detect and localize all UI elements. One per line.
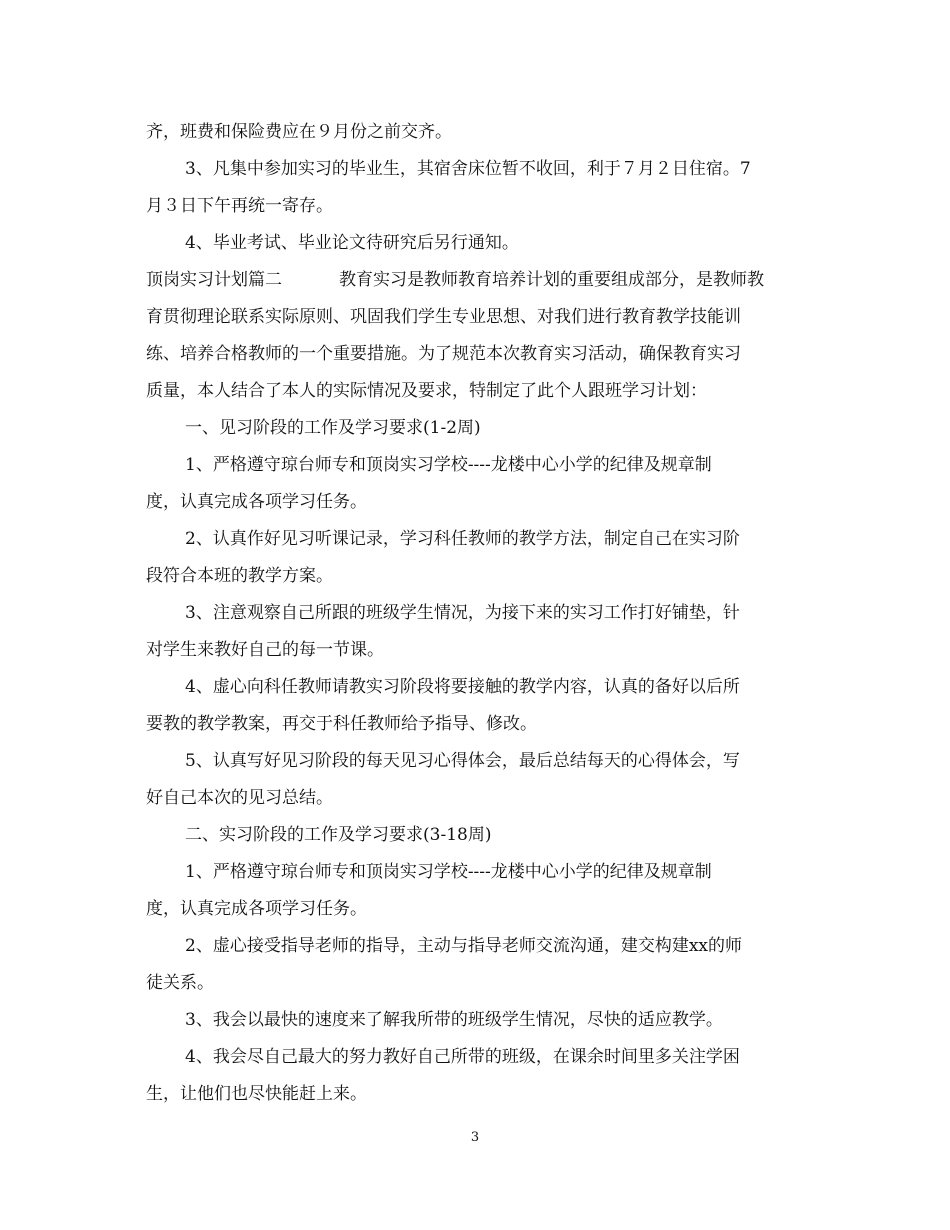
paragraph-prac-item-4 (146, 1039, 806, 1113)
text-line: 2、认真作好见习听课记录，学习科任教师的教学方法，制定自己在实习阶 (185, 529, 740, 549)
section-heading: 顶岗实习计划篇二 (146, 270, 282, 290)
text-line: 2、虚心接受指导老师的指导，主动与指导老师交流沟通，建交构建xx的师 (185, 936, 742, 956)
text-line: 段符合本班的教学方案。 (146, 566, 333, 586)
paragraph-prac-item-2 (146, 928, 806, 1002)
paragraph-exam-notice (146, 225, 806, 262)
text-line: 4、虚心向科任教师请教实习阶段将要接触的教学内容，认真的备好以后所 (185, 677, 740, 697)
text-line: 4、我会尽自己最大的努力教好自己所带的班级，在课余时间里多关注学困 (185, 1047, 740, 1067)
text-line: 好自己本次的见习总结。 (146, 788, 333, 808)
text-line: 要教的教学教案，再交于科任教师给予指导、修改。 (146, 714, 537, 734)
text-line: 育贯彻理论联系实际原则、巩固我们学生专业思想、对我们进行教育教学技能训 (146, 307, 741, 327)
paragraph-plan-intro (146, 262, 806, 410)
text-line: 质量，本人结合了本人的实际情况及要求，特制定了此个人跟班学习计划： (146, 381, 707, 401)
text-line: 生，让他们也尽快能赶上来。 (146, 1084, 367, 1104)
text-line (146, 262, 806, 299)
text-line: 二、实习阶段的工作及学习要求(3-18周) (185, 825, 492, 845)
text-line: 4、毕业考试、毕业论文待研究后另行通知。 (185, 233, 519, 253)
text-line: 度，认真完成各项学习任务。 (146, 899, 367, 919)
text-line: 3、我会以最快的速度来了解我所带的班级学生情况，尽快的适应教学。 (185, 1010, 723, 1030)
text-line: 徒关系。 (146, 973, 214, 993)
paragraph-obs-item-4 (146, 669, 806, 743)
paragraph-obs-item-2 (146, 521, 806, 595)
paragraph-obs-item-3 (146, 595, 806, 669)
text-fragment: 教育实习是教师教育培养计划的重要组成部分，是教师教 (339, 270, 764, 290)
text-line: 1、严格遵守琼台师专和顶岗实习学校----龙楼中心小学的纪律及规章制 (185, 455, 712, 475)
text-line: 对学生来教好自己的每一节课。 (146, 640, 384, 660)
text-line: 练、培养合格教师的一个重要措施。为了规范本次教育实习活动，确保教育实习 (146, 344, 741, 364)
subheading-observation-stage (146, 410, 806, 447)
text-line: 5、认真写好见习阶段的每天见习心得体会，最后总结每天的心得体会，写 (185, 751, 740, 771)
text-line: 一、见习阶段的工作及学习要求(1-2周) (185, 418, 481, 438)
text-line: 齐，班费和保险费应在９月份之前交齐。 (146, 122, 452, 142)
paragraph-prac-item-1 (146, 854, 806, 928)
paragraph-obs-item-5 (146, 743, 806, 817)
text-line: 月３日下午再统一寄存。 (146, 196, 333, 216)
text-line: 3、注意观察自己所跟的班级学生情况，为接下来的实习工作打好铺垫，针 (185, 603, 740, 623)
subheading-practice-stage (146, 817, 806, 854)
paragraph-obs-item-1 (146, 447, 806, 521)
paragraph-prac-item-3 (146, 1002, 806, 1039)
page-number: 3 (470, 1130, 480, 1145)
text-line: 度，认真完成各项学习任务。 (146, 492, 367, 512)
paragraph-dormitory (146, 151, 806, 225)
text-line: 1、严格遵守琼台师专和顶岗实习学校----龙楼中心小学的纪律及规章制 (185, 862, 712, 882)
paragraph-fee-deadline (146, 114, 806, 151)
text-line: 3、凡集中参加实习的毕业生，其宿舍床位暂不收回，利于７月２日住宿。7 (185, 159, 751, 179)
